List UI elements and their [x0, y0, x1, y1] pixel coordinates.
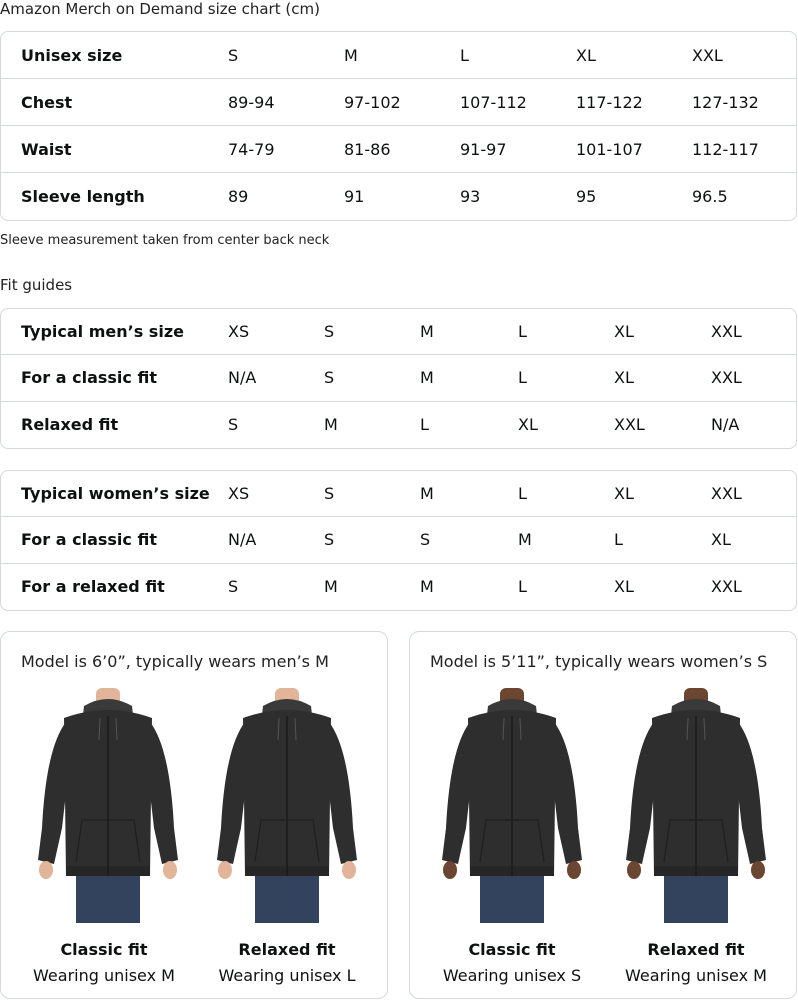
table-row — [1, 126, 796, 173]
table-cell: 89-94 — [228, 92, 275, 112]
men-relaxed-fit-subtitle: Wearing unisex L — [218, 966, 356, 985]
row-label: For a classic fit — [21, 368, 157, 388]
men-classic-fit-subtitle: Wearing unisex M — [33, 966, 175, 985]
table-cell: N/A — [228, 368, 257, 388]
row-label: Relaxed fit — [21, 415, 119, 435]
women-relaxed-fit-subtitle: Wearing unisex M — [625, 966, 767, 985]
men-relaxed-fit-photo — [207, 688, 367, 923]
table-row — [1, 355, 796, 401]
table-cell: 74-79 — [228, 139, 275, 159]
table-cell: M — [420, 322, 434, 342]
women-fit-table — [0, 470, 797, 611]
table-cell: 112-117 — [692, 139, 759, 159]
table-cell: 89 — [228, 187, 249, 206]
jeans — [664, 870, 728, 923]
men-classic-fit-photo — [28, 688, 188, 923]
right-hand — [751, 861, 765, 879]
table-cell: M — [420, 368, 434, 388]
table-cell: M — [324, 415, 338, 435]
table-row — [1, 564, 796, 610]
table-row — [1, 402, 796, 448]
table-cell: S — [324, 484, 335, 504]
table-cell: S — [324, 530, 335, 550]
women-classic-fit-photo — [432, 688, 592, 923]
row-label: Sleeve length — [21, 187, 145, 206]
women-classic-fit-subtitle: Wearing unisex S — [442, 966, 582, 985]
table-cell: M — [420, 577, 434, 597]
table-cell: L — [518, 368, 527, 388]
table-cell: S — [228, 45, 239, 65]
table-cell: XXL — [711, 484, 742, 504]
size-chart-table — [0, 31, 797, 221]
women-relaxed-fit-photo — [616, 688, 776, 923]
women-relaxed-fit-title: Relaxed fit — [647, 940, 745, 959]
table-cell: XL — [518, 415, 538, 435]
men-classic-fit-title: Classic fit — [60, 940, 148, 959]
women-model-caption: Model is 5’11”, typically wears women’s S — [430, 652, 768, 671]
right-hand — [342, 861, 356, 879]
table-cell: XL — [614, 484, 634, 504]
table-cell: XL — [711, 530, 731, 550]
left-hand — [443, 861, 457, 879]
table-cell: 107-112 — [460, 92, 527, 112]
table-cell: 91-97 — [460, 139, 507, 159]
table-cell: L — [518, 577, 527, 597]
men-relaxed-fit-title: Relaxed fit — [238, 940, 336, 959]
table-cell: L — [518, 322, 527, 342]
row-label: Waist — [21, 139, 72, 159]
table-cell: S — [324, 322, 335, 342]
table-cell: L — [460, 45, 469, 65]
table-row — [1, 32, 796, 79]
row-label: Unisex size — [21, 45, 123, 65]
table-row — [1, 79, 796, 126]
table-cell: N/A — [711, 415, 740, 435]
table-cell: 95 — [576, 187, 597, 206]
row-label: Chest — [21, 92, 73, 112]
right-hand — [567, 861, 581, 879]
table-cell: 91 — [344, 187, 365, 206]
table-cell: XL — [614, 577, 634, 597]
table-cell: L — [614, 530, 623, 550]
row-label: Typical men’s size — [21, 322, 184, 342]
table-cell: XXL — [692, 45, 723, 65]
table-cell: S — [228, 415, 239, 435]
table-cell: M — [324, 577, 338, 597]
table-cell: S — [324, 368, 335, 388]
table-cell: M — [518, 530, 532, 550]
table-cell: 117-122 — [576, 92, 643, 112]
right-hand — [163, 861, 177, 879]
left-hand — [39, 861, 53, 879]
men-fit-table — [0, 308, 797, 449]
jeans — [480, 870, 544, 923]
row-label: For a classic fit — [21, 530, 157, 550]
table-cell: L — [420, 415, 429, 435]
table-cell: L — [518, 484, 527, 504]
jeans — [76, 870, 140, 923]
table-row — [1, 517, 796, 563]
table-cell: 96.5 — [692, 187, 728, 206]
table-row — [1, 309, 796, 355]
row-label: Typical women’s size — [21, 484, 210, 504]
left-hand — [627, 861, 641, 879]
table-cell: 97-102 — [344, 92, 401, 112]
table-cell: XXL — [614, 415, 645, 435]
table-cell: 101-107 — [576, 139, 643, 159]
left-hand — [218, 861, 232, 879]
table-cell: S — [228, 577, 239, 597]
table-cell: XXL — [711, 322, 742, 342]
table-cell: 127-132 — [692, 92, 759, 112]
table-cell: XL — [576, 45, 596, 65]
table-cell: M — [420, 484, 434, 504]
table-cell: XXL — [711, 577, 742, 597]
table-cell: 81-86 — [344, 139, 391, 159]
table-cell: XS — [228, 484, 250, 504]
table-cell: M — [344, 45, 358, 65]
table-cell: S — [420, 530, 431, 550]
table-cell: XL — [614, 368, 634, 388]
table-cell: XL — [614, 322, 634, 342]
table-cell: XXL — [711, 368, 742, 388]
men-model-caption: Model is 6’0”, typically wears men’s M — [21, 652, 329, 671]
table-cell: XS — [228, 322, 250, 342]
women-model-card — [409, 631, 797, 999]
table-row — [1, 173, 796, 220]
table-cell: 93 — [460, 187, 481, 206]
size-chart-title: Amazon Merch on Demand size chart (cm) — [0, 0, 320, 18]
table-cell: N/A — [228, 530, 257, 550]
table-row — [1, 471, 796, 517]
women-classic-fit-title: Classic fit — [468, 940, 556, 959]
men-model-card — [0, 631, 388, 999]
fit-guides-title: Fit guides — [0, 276, 73, 294]
jeans — [255, 870, 319, 923]
row-label: For a relaxed fit — [21, 577, 165, 597]
sleeve-note: Sleeve measurement taken from center back neck — [0, 233, 330, 248]
